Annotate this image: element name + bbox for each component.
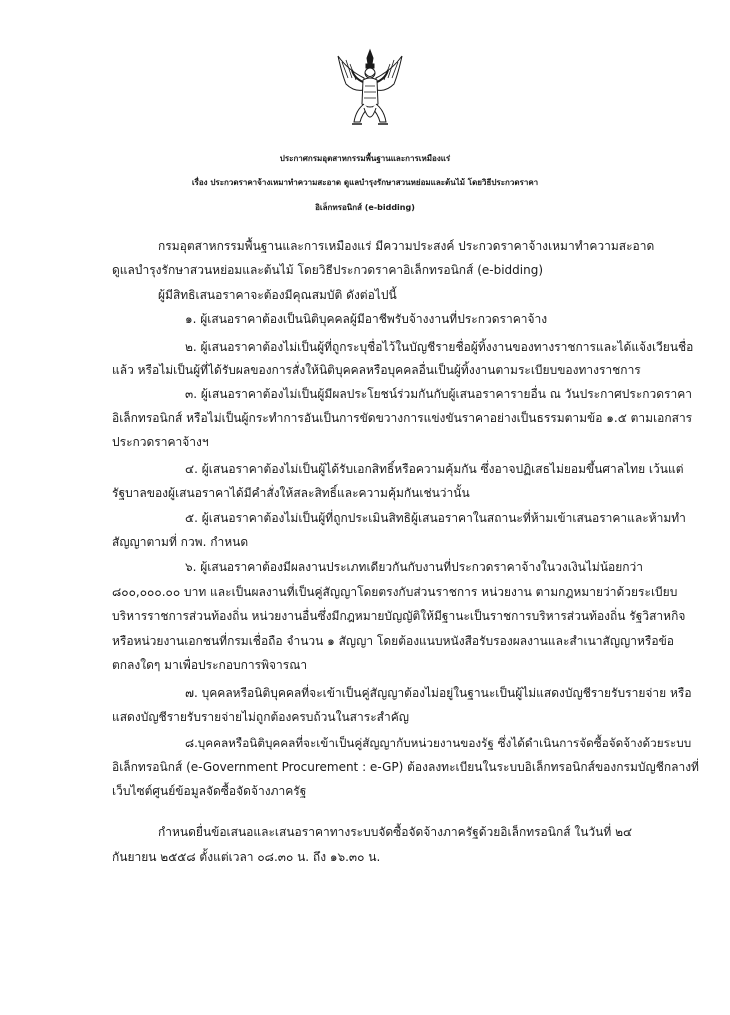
qualification-7-line-2: แสดงบัญชีรายรับรายจ่ายไม่ถูกต้องครบถ้วนในสาระสำคัญ [112, 710, 409, 724]
qualification-8-line-3: เว็บไซต์ศูนย์ข้อมูลจัดซื้อจัดจ้างภาครัฐ [112, 784, 307, 798]
qualification-6-line-1: ๖. ผู้เสนอราคาต้องมีผลงานประเภทเดียวกันกับงานที่ประกวดราคาจ้างในวงเงินไม่น้อยกว่า [185, 560, 644, 574]
announcement-subject-cont: อิเล็กทรอนิกส์ (e-bidding) [315, 203, 415, 212]
qualification-6-line-4: หรือหน่วยงานเอกชนที่กรมเชื่อถือ จำนวน ๑ สัญญา โดยต้องแนบหนังสือรับรองผลงานและสำเนาสัญญาหรือข้อ [112, 634, 674, 648]
announcement-subject: เรื่อง ประกวดราคาจ้างเหมาทำความสะอาด ดูแลบำรุงรักษาสวนหย่อมและต้นไม้ โดยวิธีประกวดราคา [191, 178, 539, 187]
qualification-3-line-1: ๓. ผู้เสนอราคาต้องไม่เป็นผู้มีผลประโยชน์ร่วมกันกับผู้เสนอราคารายอื่น ณ วันประกาศประกวดราคา [185, 387, 693, 401]
qualification-4-line-2: รัฐบาลของผู้เสนอราคาได้มีคำสั่งให้สละสิทธิ์และความคุ้มกันเช่นว่านั้น [112, 486, 470, 500]
deadline-line-2: กันยายน ๒๕๕๘ ตั้งแต่เวลา ๐๘.๓๐ น. ถึง ๑๖.๓๐ น. [112, 850, 381, 864]
qualification-8-line-1: ๘.บุคคลหรือนิติบุคคลที่จะเข้าเป็นคู่สัญญากับหน่วยงานของรัฐ ซึ่งได้ดำเนินการจัดซื้อจัดจ้างด้วยระบบ [185, 736, 692, 750]
qualification-7-line-1: ๗. บุคคลหรือนิติบุคคลที่จะเข้าเป็นคู่สัญญาต้องไม่อยู่ในฐานะเป็นผู้ไม่แสดงบัญชีรายรับรายจ่าย หรือ [185, 686, 692, 700]
qualification-8-line-2: อิเล็กทรอนิกส์ (e-Government Procurement : e-GP) ต้องลงทะเบียนในระบบอิเล็กทรอนิกส์ของกรมบัญชีกลางที่ [112, 760, 699, 774]
qualification-4-line-1: ๔. ผู้เสนอราคาต้องไม่เป็นผู้ได้รับเอกสิทธิ์หรือความคุ้มกัน ซึ่งอาจปฏิเสธไม่ยอมขึ้นศาลไทย เว้นแต่ [185, 462, 684, 476]
intro-line-1: กรมอุตสาหกรรมพื้นฐานและการเหมืองแร่ มีความประสงค์ ประกวดราคาจ้างเหมาทำความสะอาด [158, 239, 655, 253]
announcement-title: ประกาศกรมอุตสาหกรรมพื้นฐานและการเหมืองแร่ [279, 154, 451, 163]
qualification-intro: ผู้มีสิทธิเสนอราคาจะต้องมีคุณสมบัติ ดังต่อไปนี้ [158, 288, 397, 302]
qualification-6-line-5: ตกลงใดๆ มาเพื่อประกอบการพิจารณา [112, 658, 308, 672]
intro-line-2: ดูแลบำรุงรักษาสวนหย่อมและต้นไม้ โดยวิธีประกวดราคาอิเล็กทรอนิกส์ (e-bidding) [112, 263, 544, 277]
qualification-5-line-1: ๕. ผู้เสนอราคาต้องไม่เป็นผู้ที่ถูกประเมินสิทธิผู้เสนอราคาในสถานะที่ห้ามเข้าเสนอราคาและห้ามทำ [185, 511, 686, 525]
qualification-5-line-2: สัญญาตามที่ กวพ. กำหนด [112, 535, 249, 549]
qualification-2-line-2: แล้ว หรือไม่เป็นผู้ที่ได้รับผลของการสั่งให้นิติบุคคลหรือบุคคลอื่นเป็นผู้ทิ้งงานตามระเบียบของทางราชการ [112, 363, 641, 377]
qualification-2-line-1: ๒. ผู้เสนอราคาต้องไม่เป็นผู้ที่ถูกระบุชื่อไว้ในบัญชีรายชื่อผู้ทิ้งงานของทางราชการและได้แจ้งเวียนชื่อ [185, 340, 694, 354]
deadline-line-1: กำหนดยื่นข้อเสนอและเสนอราคาทางระบบจัดซื้อจัดจ้างภาครัฐด้วยอิเล็กทรอนิกส์ ในวันที่ ๒๔ [158, 825, 633, 839]
qualification-3-line-2: อิเล็กทรอนิกส์ หรือไม่เป็นผู้กระทำการอันเป็นการขัดขวางการแข่งขันราคาอย่างเป็นธรรมตามข้อ ๑.๕ ตามเอกสาร [112, 411, 693, 425]
qualification-3-line-3: ประกวดราคาจ้างฯ [112, 435, 209, 449]
qualification-6-line-3: บริหารราชการส่วนท้องถิ่น หน่วยงานอื่นซึ่งมีกฎหมายบัญญัติให้มีฐานะเป็นราชการบริหารส่วนท้องถิ่น รัฐวิสาหกิจ [112, 609, 686, 623]
qualification-1: ๑. ผู้เสนอราคาต้องเป็นนิติบุคคลผู้มีอาชีพรับจ้างงานที่ประกวดราคาจ้าง [185, 312, 548, 326]
garuda-emblem-icon [334, 48, 406, 130]
qualification-6-line-2: ๘๐๐,๐๐๐.๐๐ บาท และเป็นผลงานที่เป็นคู่สัญญาโดยตรงกับส่วนราชการ หน่วยงาน ตามกฎหมายว่าด้วยระเบียบ [112, 585, 678, 599]
